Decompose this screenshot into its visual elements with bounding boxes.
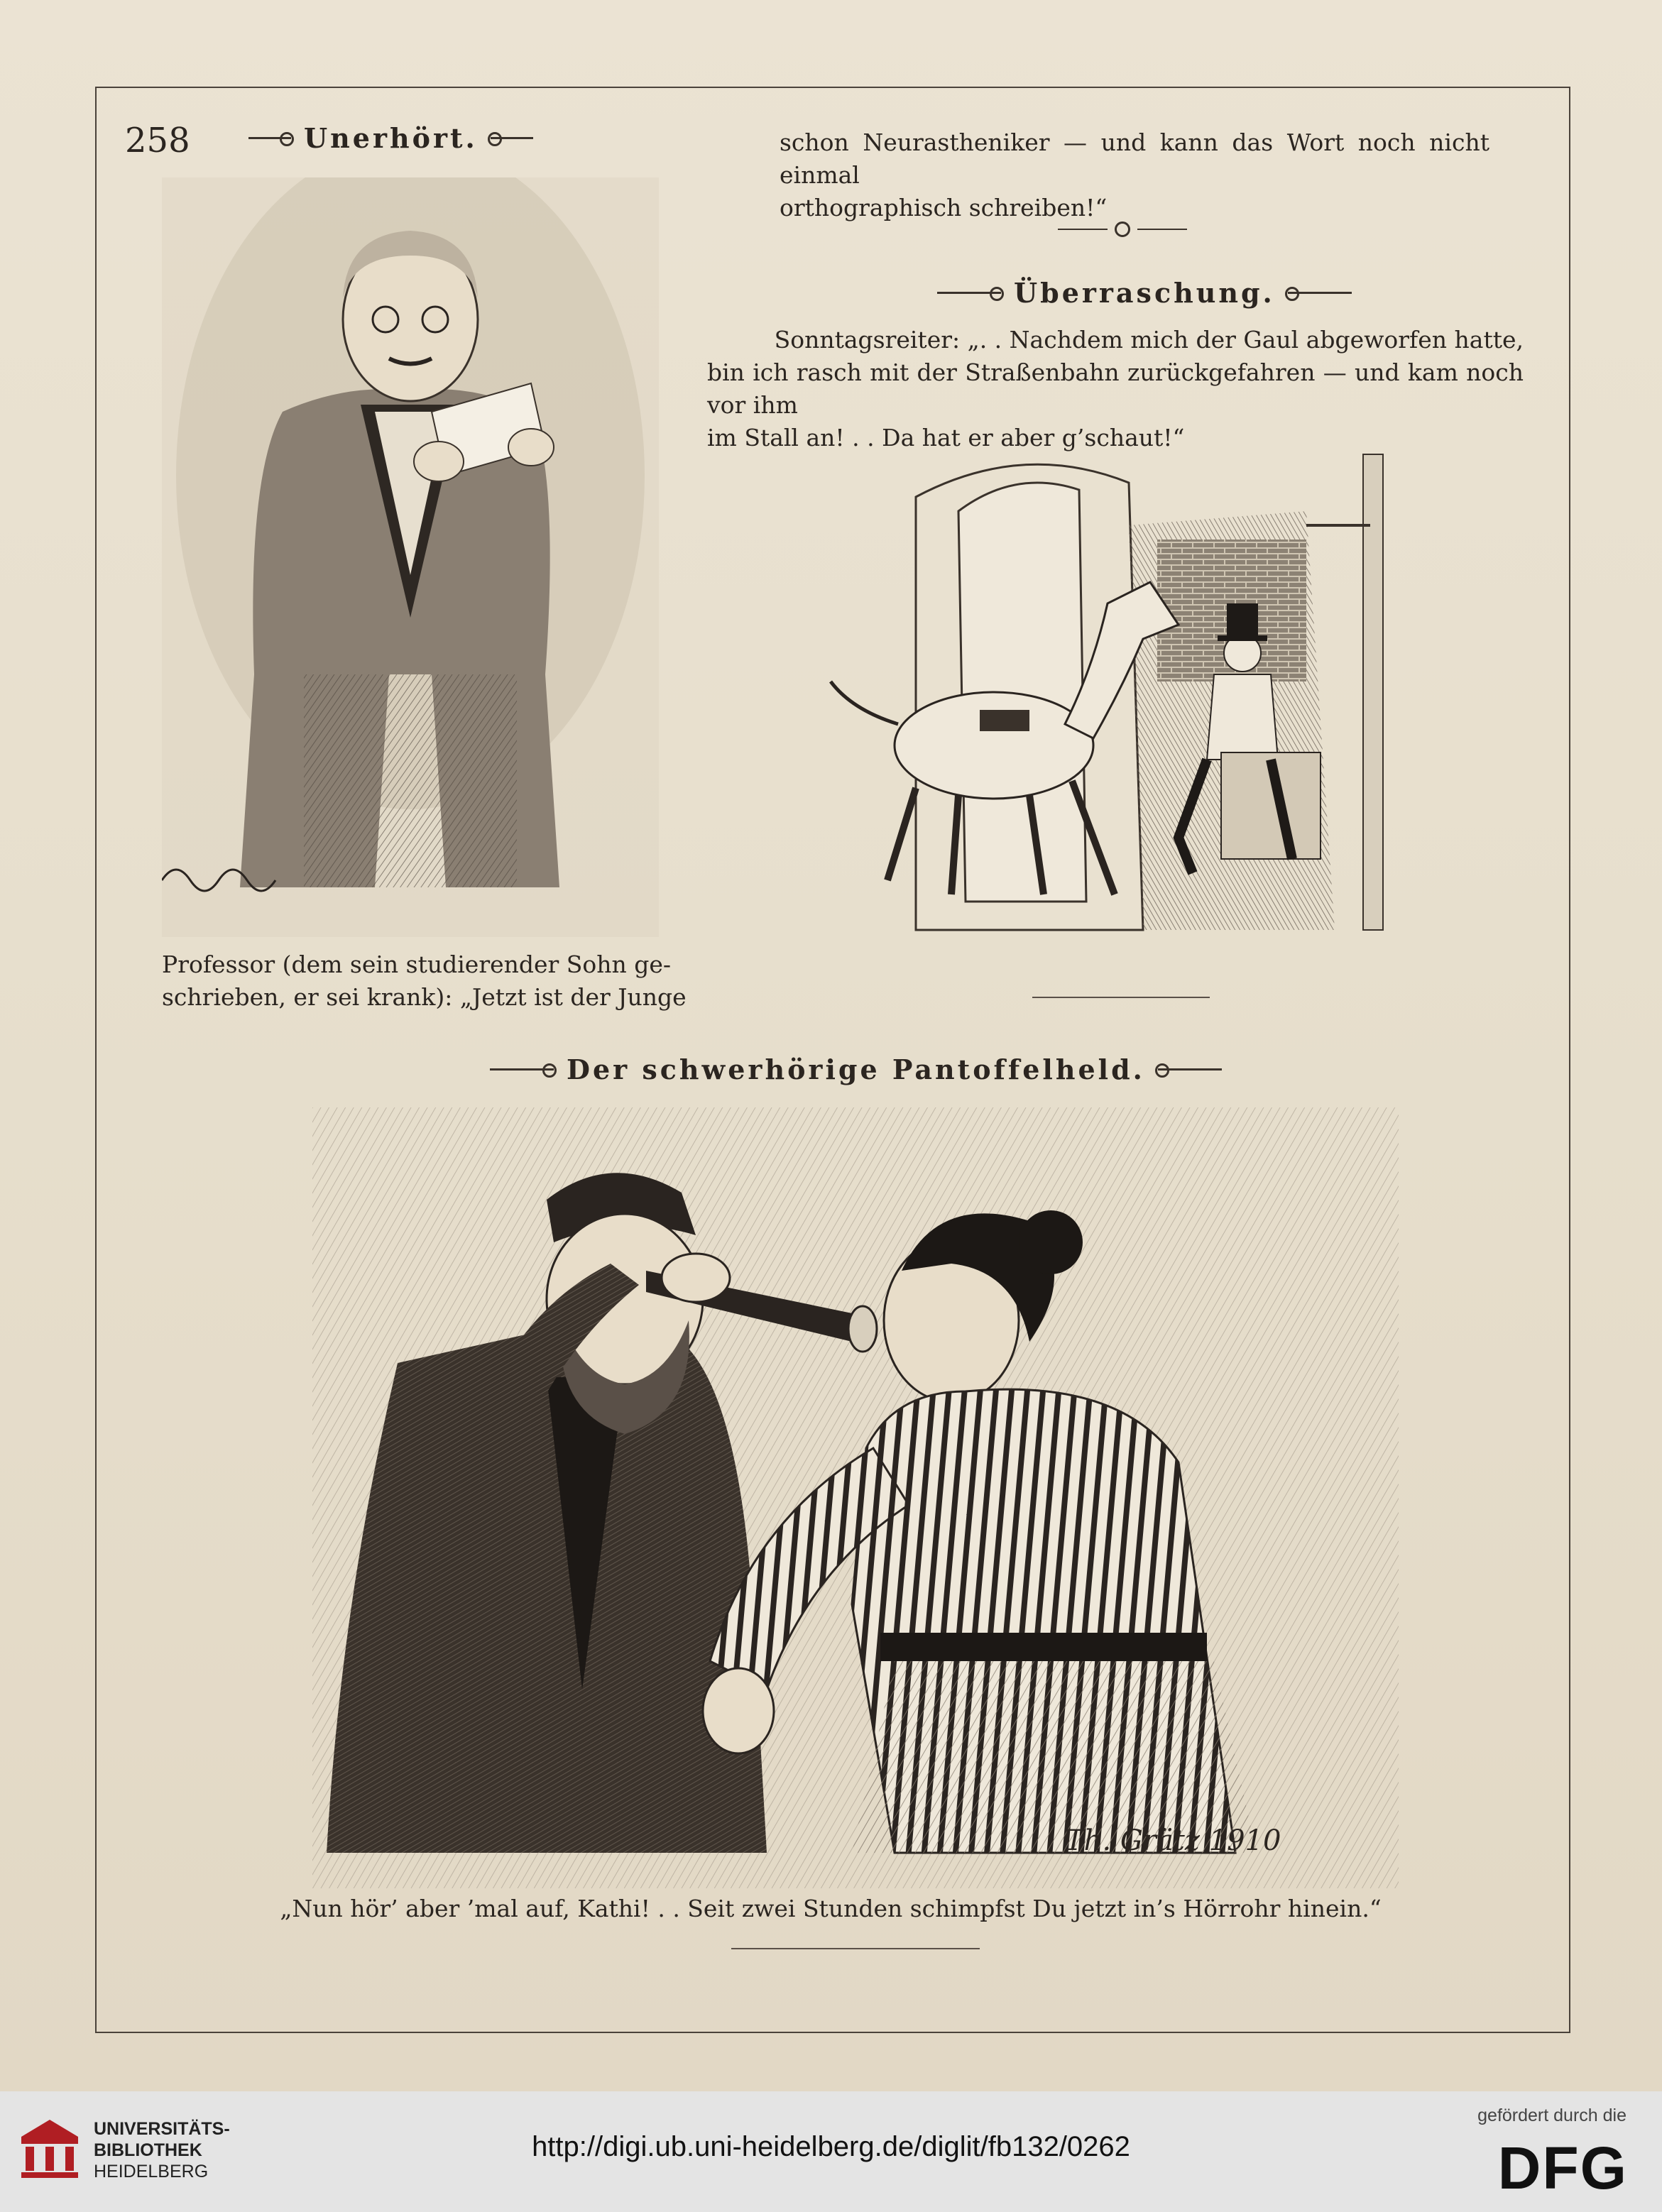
ueberraschung-line-2: bin ich rasch mit der Straßenbahn zurückgefahren — und kam noch vor ihm — [707, 358, 1524, 419]
library-name-line-3: HEIDELBERG — [94, 2162, 209, 2181]
divider-knot — [1115, 221, 1130, 237]
heading-ueberraschung-text: Überraschung. — [1014, 277, 1275, 309]
pantoffelheld-caption: „Nun hör’ aber ’mal auf, Kathi! . . Seit zwei Stunden schimpfst Du jetzt in’s Hörrohr hinein.“ — [280, 1895, 1382, 1922]
heading-ueberraschung — [937, 277, 1352, 309]
heading-ornament-left — [490, 1068, 554, 1071]
heading-unerhoert-text: Unerhört. — [304, 122, 478, 154]
stable-horse-illustration — [809, 440, 1448, 937]
section-rule — [1032, 997, 1210, 998]
heading-pantoffelheld-text: Der schwerhörige Pantoffelheld. — [567, 1053, 1145, 1085]
professor-illustration — [162, 177, 659, 937]
hearing-trumpet-illustration — [312, 1107, 1399, 1888]
heading-ornament-right — [1288, 292, 1352, 294]
dfg-logo: DFG — [1497, 2135, 1628, 2201]
professor-caption-line-2: schrieben, er sei krank): „Jetzt ist der Junge — [162, 983, 687, 1011]
heading-pantoffelheld — [490, 1053, 1222, 1085]
ornament-divider — [1058, 221, 1187, 237]
ueberraschung-line-3: im Stall an! . . Da hat er aber g’schaut!“ — [707, 424, 1185, 451]
ueberraschung-text — [707, 324, 1524, 454]
library-name-line-1: UNIVERSITÄTS- — [94, 2119, 230, 2139]
heading-ornament-right — [491, 137, 533, 139]
continuation-line-1: schon Neurastheniker — und kann das Wort noch nicht einmal — [780, 128, 1489, 189]
divider-line-left — [1058, 229, 1108, 230]
ueberraschung-line-1: Sonntagsreiter: „. . Nachdem mich der Gaul abgeworfen hatte, — [774, 326, 1524, 354]
funding-note: gefördert durch die — [1477, 2106, 1627, 2125]
heading-ornament-left — [248, 137, 291, 139]
page-number: 258 — [125, 121, 190, 160]
professor-caption — [162, 948, 687, 1014]
heading-ornament-left — [937, 292, 1001, 294]
continuation-line-2: orthographisch schreiben!“ — [780, 194, 1108, 221]
artist-signature: Th. Grätz 1910 — [1065, 1824, 1281, 1857]
heading-ornament-right — [1158, 1068, 1222, 1071]
professor-caption-line-1: Professor (dem sein studierender Sohn ge- — [162, 951, 672, 978]
permalink-url[interactable]: http://digi.ub.uni-heidelberg.de/diglit/fb132/0262 — [532, 2131, 1130, 2162]
unerhoert-continuation — [780, 126, 1489, 224]
divider-line-right — [1137, 229, 1187, 230]
heading-unerhoert — [248, 122, 533, 154]
bottom-rule — [731, 1948, 980, 1949]
library-name-line-2: BIBLIOTHEK — [94, 2140, 202, 2160]
digitization-footer — [0, 2091, 1662, 2212]
